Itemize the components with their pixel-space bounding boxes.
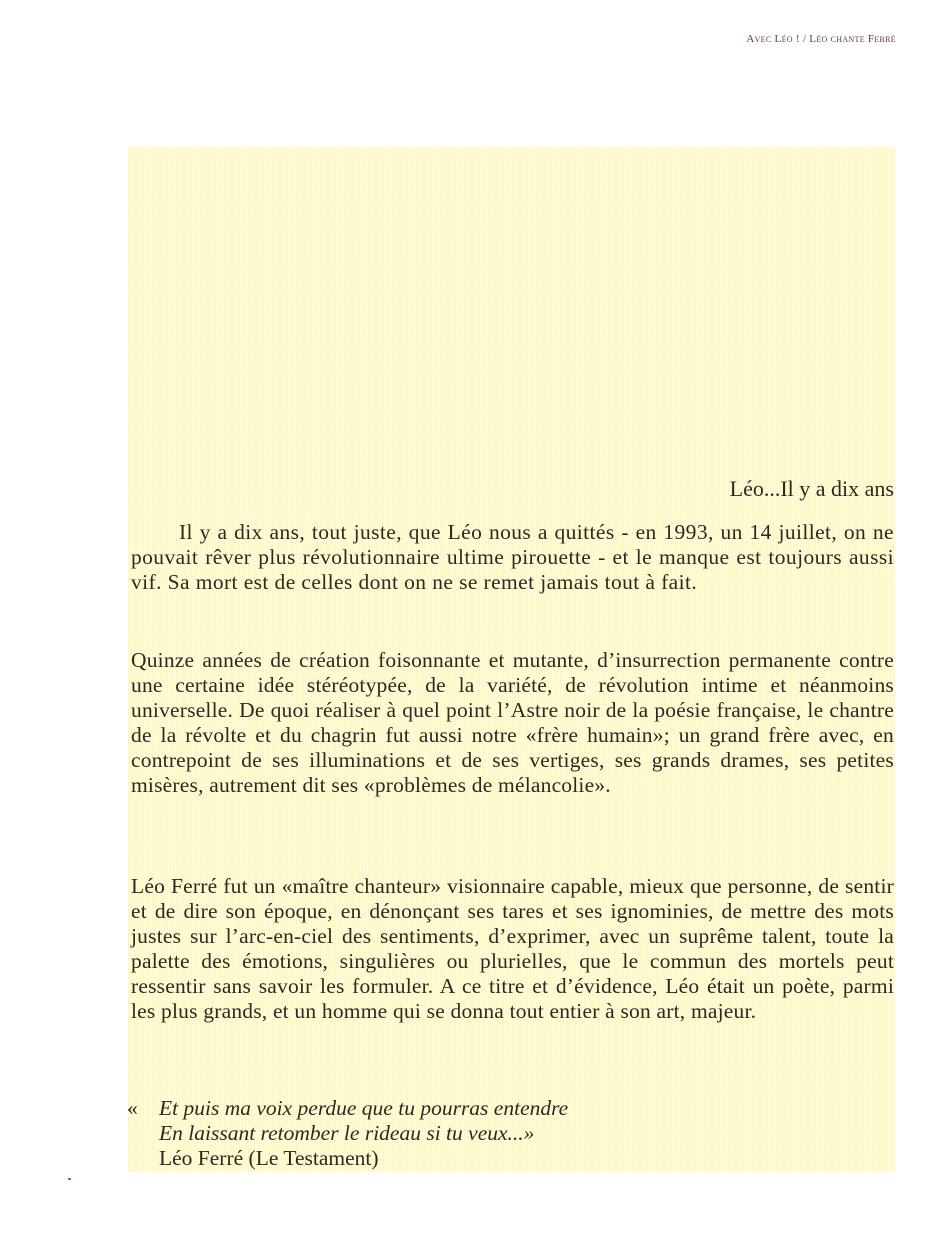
open-quote-mark: «	[127, 1096, 138, 1120]
quote-line-2: En laissant retomber le rideau si tu veux...»	[159, 1121, 535, 1145]
epigraph-quote	[127, 1096, 827, 1171]
print-speck	[68, 1178, 71, 1180]
paragraph-master-singer: Léo Ferré fut un «maître chanteur» visionnaire capable, mieux que personne, de sentir et de dire son époque, en dénonçant ses tares et ses ignominies, de mettre des mots justes sur l’arc-en-ciel des sentiments, d’exprimer, avec un suprême talent, toute la palette des émotions, singulières ou plurielles, que le commun des mortels peut ressentir sans savoir les formuler. A ce titre et d’évidence, Léo était un poète, parmi les plus grands, et un homme qui se donna tout entier à son art, majeur.	[131, 874, 894, 1023]
paragraph-intro: Il y a dix ans, tout juste, que Léo nous a quittés - en 1993, un 14 juillet, on ne pouvait rêver plus révolutionnaire ultime pirouette - et le manque est toujours aussi vif. Sa mort est de celles dont on ne se remet jamais tout à fait.	[131, 520, 894, 594]
running-header: Avec Léo ! / Léo chante Ferré	[746, 33, 896, 45]
quote-attribution: Léo Ferré (Le Testament)	[159, 1146, 379, 1170]
article-title: Léo...Il y a dix ans	[729, 476, 894, 501]
paragraph-creation: Quinze années de création foisonnante et mutante, d’insurrection permanente contre une certaine idée stéréotypée, de la variété, de révolution intime et néanmoins universelle. De quoi réaliser à quel point l’Astre noir de la poésie française, le chantre de la révolte et du chagrin fut aussi notre «frère humain»; un grand frère avec, en contrepoint de ses illuminations et de ses vertiges, ses grands drames, ses petites misères, autrement dit ses «problèmes de mélancolie».	[131, 648, 894, 797]
quote-text-1: Et puis ma voix perdue que tu pourras entendre	[159, 1096, 569, 1120]
quote-line-1	[127, 1096, 827, 1121]
